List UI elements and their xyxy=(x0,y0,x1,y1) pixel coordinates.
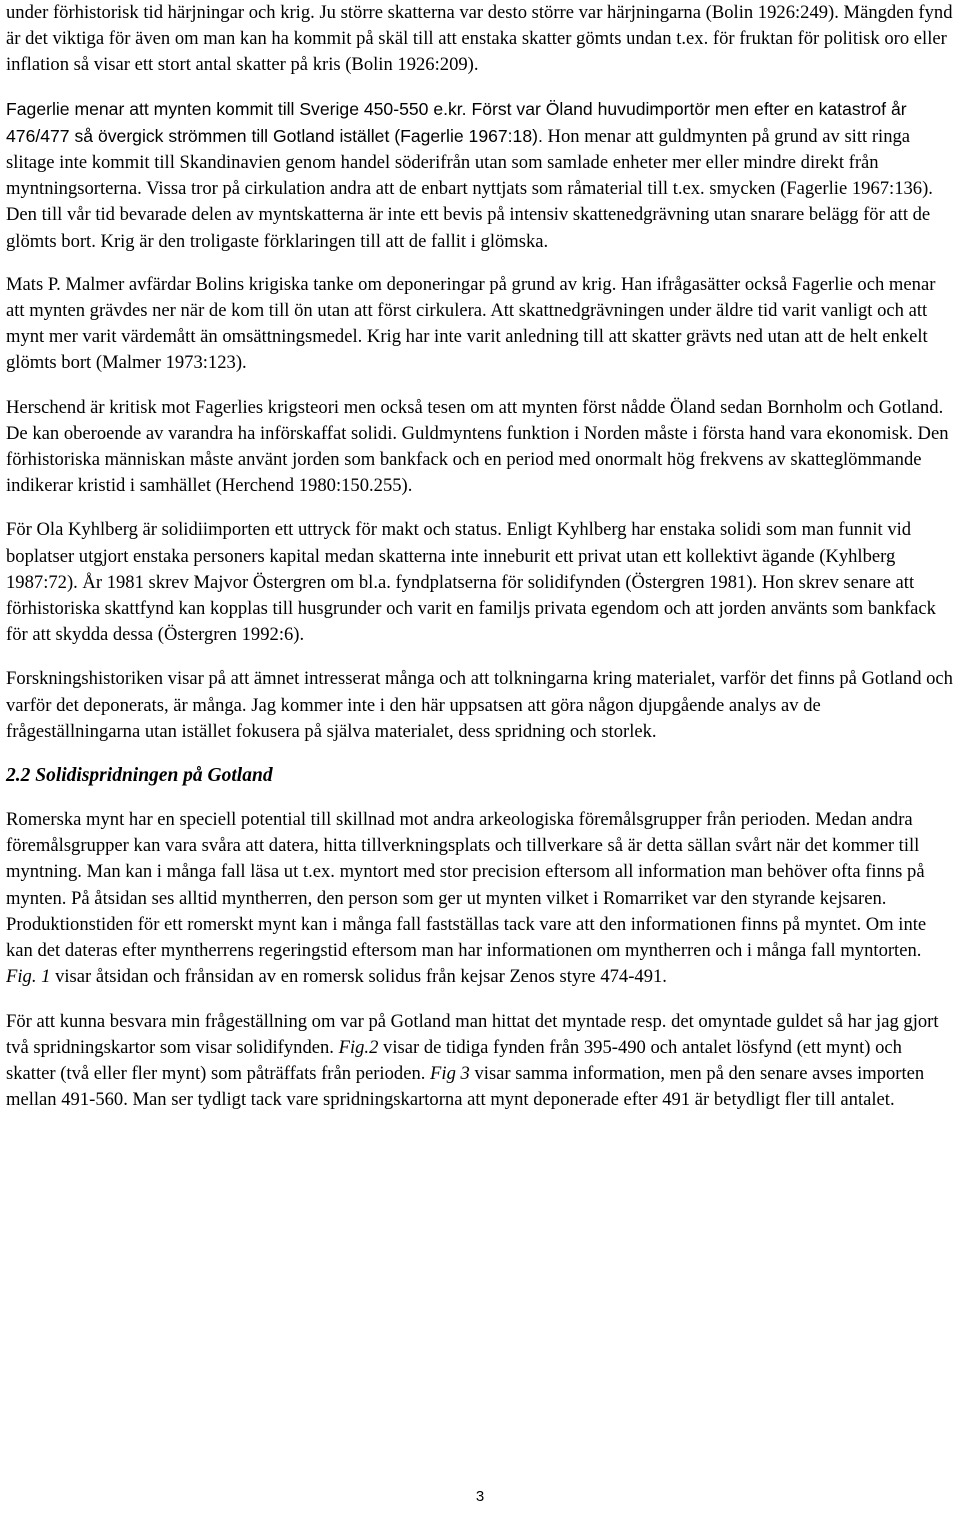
paragraph-forskningshistorik: Forskningshistoriken visar på att ämnet intresserat många och att tolkningarna kring materialet, varför det finns på Gotland och varför det deponerats, är många. Jag kommer inte i den här uppsatsen att göra någon djupgående analys av de frågeställningarna utan istället fokusera på själva materialet, dess spridning och storlek. xyxy=(6,668,953,742)
document-page xyxy=(6,0,956,1113)
paragraph-fagerlie-sans-run: Fagerlie menar att mynten kommit till Sverige 450-550 e.kr. Först var Öland huvudimportör men efter en katastrof år 476/477 så övergick strömmen till Gotland istället (Fagerlie 1967:18). xyxy=(6,98,907,146)
paragraph-malmer: Mats P. Malmer avfärdar Bolins krigiska tanke om deponeringar på grund av krig. Han ifrågasätter också Fagerlie och menar att mynten grävdes ner när de kom till ön utan att först cirkulera. Att skattnedgrävningen under äldre tid varit vanligt och att mynt mer varit värdemått än omsättningsmedel. Krig har inte varit anledning till att skatter grävts ned utan att de helt enkelt glömts bort (Malmer 1973:123). xyxy=(6,273,936,374)
figure-reference-3: Fig 3 xyxy=(430,1062,470,1084)
paragraph-spridningskartor-text-end: visar samma information, men på den senare avses importen mellan 491-560. Man ser tydligt tack vare spridningskartorna att mynt deponerade efter 491 är betydligt fler till antalet. xyxy=(6,1062,925,1111)
figure-reference-2: Fig.2 xyxy=(338,1036,379,1058)
section-heading: 2.2 Solidispridningen på Gotland xyxy=(6,765,273,787)
paragraph-herschend: Herschend är kritisk mot Fagerlies krigsteori men också tesen om att mynten först nådde Öland sedan Bornholm och Gotland. De kan oberoende av varandra ha införskaffat solidi. Guldmyntens funktion i Norden måste i första hand vara ekonomisk. Den förhistoriska människan måste använt jorden som bankfack och en period med onormalt hög frekvens av skatteglömmande indikerar kristid i samhället (Herchend 1980:150.255). xyxy=(6,396,949,497)
paragraph-kyhlberg: För Ola Kyhlberg är solidiimporten ett uttryck för makt och status. Enligt Kyhlberg har enstaka solidi som man funnit vid boplatser utgjort enstaka personers kapital medan skatterna inte inneburit ett privat utan ett kollektivt ägande (Kyhlberg 1987:72). År 1981 skrev Majvor Östergren om bl.a. fyndplatserna för solidifynden (Östergren 1981). Hon skrev senare att förhistoriska skattfynd kan kopplas till husgrunder och varit en familjs privata egendom och att jorden använts som bankfack för att skydda dessa (Östergren 1992:6). xyxy=(6,519,936,646)
paragraph-fagerlie-serif-run: Hon menar att guldmynten på grund av sitt ringa slitage inte kommit till Skandinavien genom handel söderifrån utan som samlade enheter mer eller mindre direkt från myntningsorterna. Vissa tror på cirkulation andra att de enbart nyttjats som råmaterial till t.ex. smycken (Fagerlie 1967:136). Den till vår tid bevarade delen av myntskatterna är inte ett bevis på intensiv skattenedgrävning utan snarare belägg för att de glömts bort. Krig är den troligaste förklaringen till att de fallit i glömska. xyxy=(6,125,933,252)
paragraph-romerska-mynt xyxy=(6,807,956,990)
paragraph-spridningskartor-text-mid: visar de tidiga fynden från 395-490 och antalet lösfynd (ett mynt) och skatter (två eller fler mynt) som påträffats från perioden. xyxy=(6,1036,902,1084)
paragraph-romerska-mynt-text: Romerska mynt har en speciell potential till skillnad mot andra arkeologiska föremålsgrupper från perioden. Medan andra föremålsgrupper kan vara svåra att datera, hitta tillverkningsplats och tillverkare så är detta sällan svårt när det kommer till myntning. Man kan i många fall läsa ut t.ex. myntort med stor precision eftersom all information man behöver ofta finns på mynten. På åtsidan ses alltid myntherren, den person som ger ut mynten vilket i Romarriket var den styrande kejsaren. Produktionstiden för ett romerskt mynt kan i många fall fastställas tack vare att den informationen finns på myntet. Om inte kan det dateras efter myntherrens regeringstid eftersom man har informationen om myntherren och i många fall myntorten. xyxy=(6,809,927,962)
page-number: 3 xyxy=(475,1488,485,1505)
paragraph-fagerlie xyxy=(6,96,956,255)
figure-reference-1: Fig. 1 xyxy=(6,966,51,988)
paragraph-spridningskartor-text: För att kunna besvara min frågeställning om var på Gotland man hittat det myntade resp. det omyntade guldet så har jag gjort två spridningskartor som visar solidifynden. xyxy=(6,1010,939,1058)
paragraph-bolin: under förhistorisk tid härjningar och krig. Ju större skatterna var desto större var härjningarna (Bolin 1926:249). Mängden fynd är det viktiga för även om man kan ha kommit på skäl till att enstaka skatter gömts undan t.ex. för fruktan för politisk oro eller inflation så visar ett stort antal skatter på kris (Bolin 1926:209). xyxy=(6,2,953,76)
paragraph-romerska-mynt-text-end: visar åtsidan och frånsidan av en romersk solidus från kejsar Zenos styre 474-491. xyxy=(50,966,667,988)
paragraph-spridningskartor xyxy=(6,1009,956,1114)
